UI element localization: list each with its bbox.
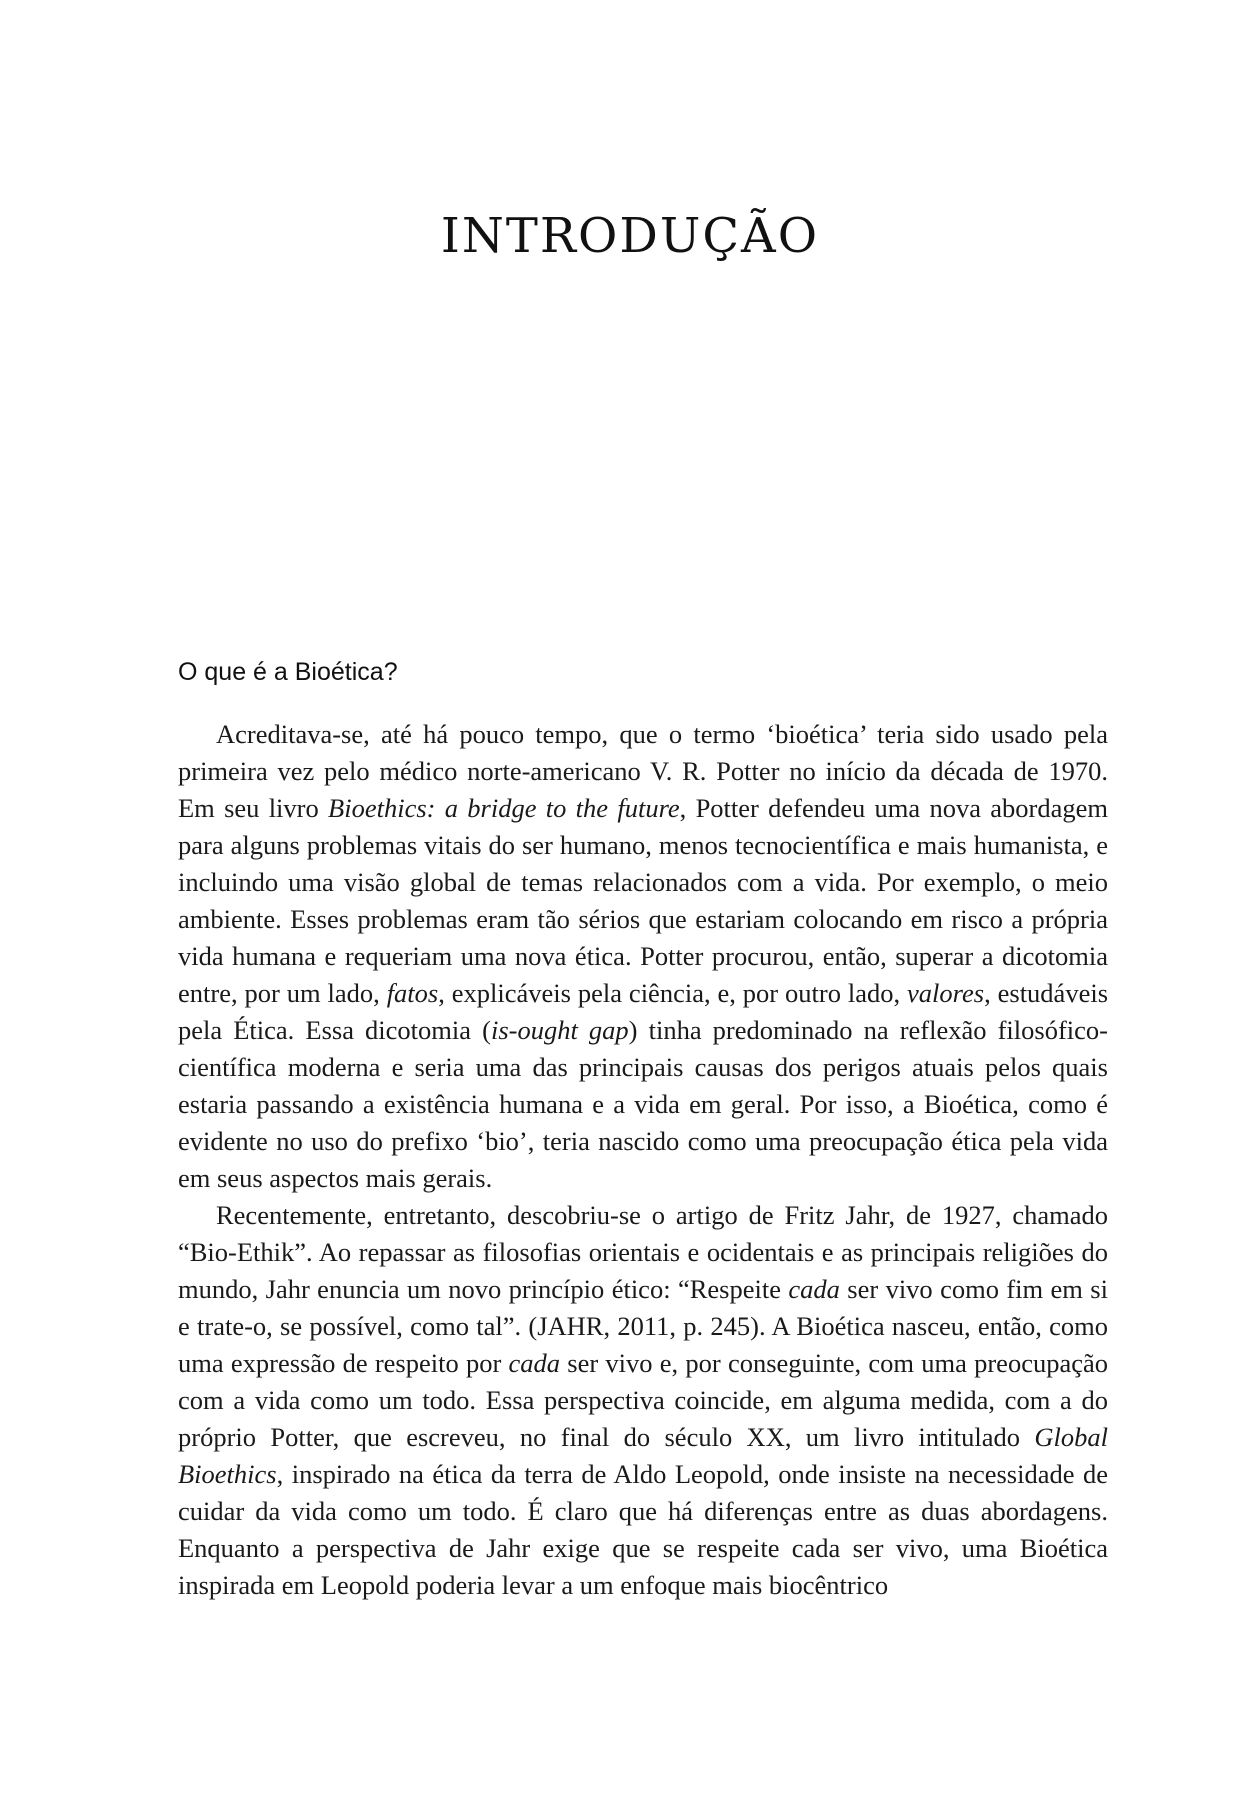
text-run: , explicáveis pela ciência, e, por outro lado, bbox=[438, 978, 908, 1008]
body-text bbox=[178, 716, 1108, 1604]
text-run: Recentemente, entretanto, descobriu-se o artigo de Fritz Jahr, de 1927, chamado “Bio-Ethik”. Ao repassar as filosofias orientais e ocidentais e as principais religiões do mundo, Jahr enuncia um novo princípio ético: “Respeite bbox=[178, 1200, 1108, 1304]
text-run: ser vivo como fim em si e trate-o, se possível, como tal”. (JAHR, 2011, p. 245). A Bioética nasceu, então, como uma expressão de respeito por bbox=[178, 1274, 1108, 1378]
text-run: , Potter defendeu uma nova abordagem para alguns problemas vitais do ser humano, menos tecnocientífica e mais humanista, e incluindo uma visão global de temas relacionados com a vida. Por exemplo, o meio ambiente. Esses problemas eram tão sérios que estariam colocando em risco a própria vida humana e requeriam uma nova ética. Potter procurou, então, superar a dicotomia entre, por um lado, bbox=[178, 793, 1108, 1008]
paragraph bbox=[178, 716, 1108, 1197]
section-heading: O que é a Bioética? bbox=[178, 658, 398, 686]
emphasis-italic: cada bbox=[508, 1348, 561, 1378]
emphasis-italic: valores bbox=[907, 978, 985, 1008]
chapter-title: INTRODUÇÃO bbox=[440, 208, 820, 264]
text-run: , inspirado na ética da terra de Aldo Leopold, onde insiste na necessidade de cuidar da vida como um todo. É claro que há diferenças entre as duas abordagens. Enquanto a perspectiva de Jahr exige que se respeite cada ser vivo, uma Bioética inspirada em Leopold poderia levar a um enfoque mais biocêntrico bbox=[178, 1459, 1108, 1600]
text-run: ) tinha predominado na reflexão filosófico-científica moderna e seria uma das principais causas dos perigos atuais pelos quais estaria passando a existência humana e a vida em geral. Por isso, a Bioética, como é evidente no uso do prefixo ‘bio’, teria nascido como uma preocupação ética pela vida em seus aspectos mais gerais. bbox=[178, 1015, 1108, 1193]
book-title-italic: Global Bioethics bbox=[178, 1422, 1108, 1489]
emphasis-italic: cada bbox=[788, 1274, 840, 1304]
emphasis-italic: is-ought gap bbox=[490, 1015, 629, 1045]
emphasis-italic: fatos bbox=[386, 978, 439, 1008]
paragraph bbox=[178, 1197, 1108, 1604]
text-run: , estudáveis pela Ética. Essa dicotomia ( bbox=[178, 978, 1109, 1045]
text-run: Acreditava-se, até há pouco tempo, que o termo ‘bioética’ teria sido usado pela primeira vez pelo médico norte-americano V. R. Potter no início da década de 1970. Em seu livro bbox=[178, 719, 1108, 823]
book-title-italic: Bioethics: a bridge to the future bbox=[328, 793, 680, 823]
text-run: ser vivo e, por conseguinte, com uma preocupação com a vida como um todo. Essa perspectiva coincide, em alguma medida, com a do próprio Potter, que escreveu, no final do século XX, um livro intitulado bbox=[178, 1348, 1108, 1452]
